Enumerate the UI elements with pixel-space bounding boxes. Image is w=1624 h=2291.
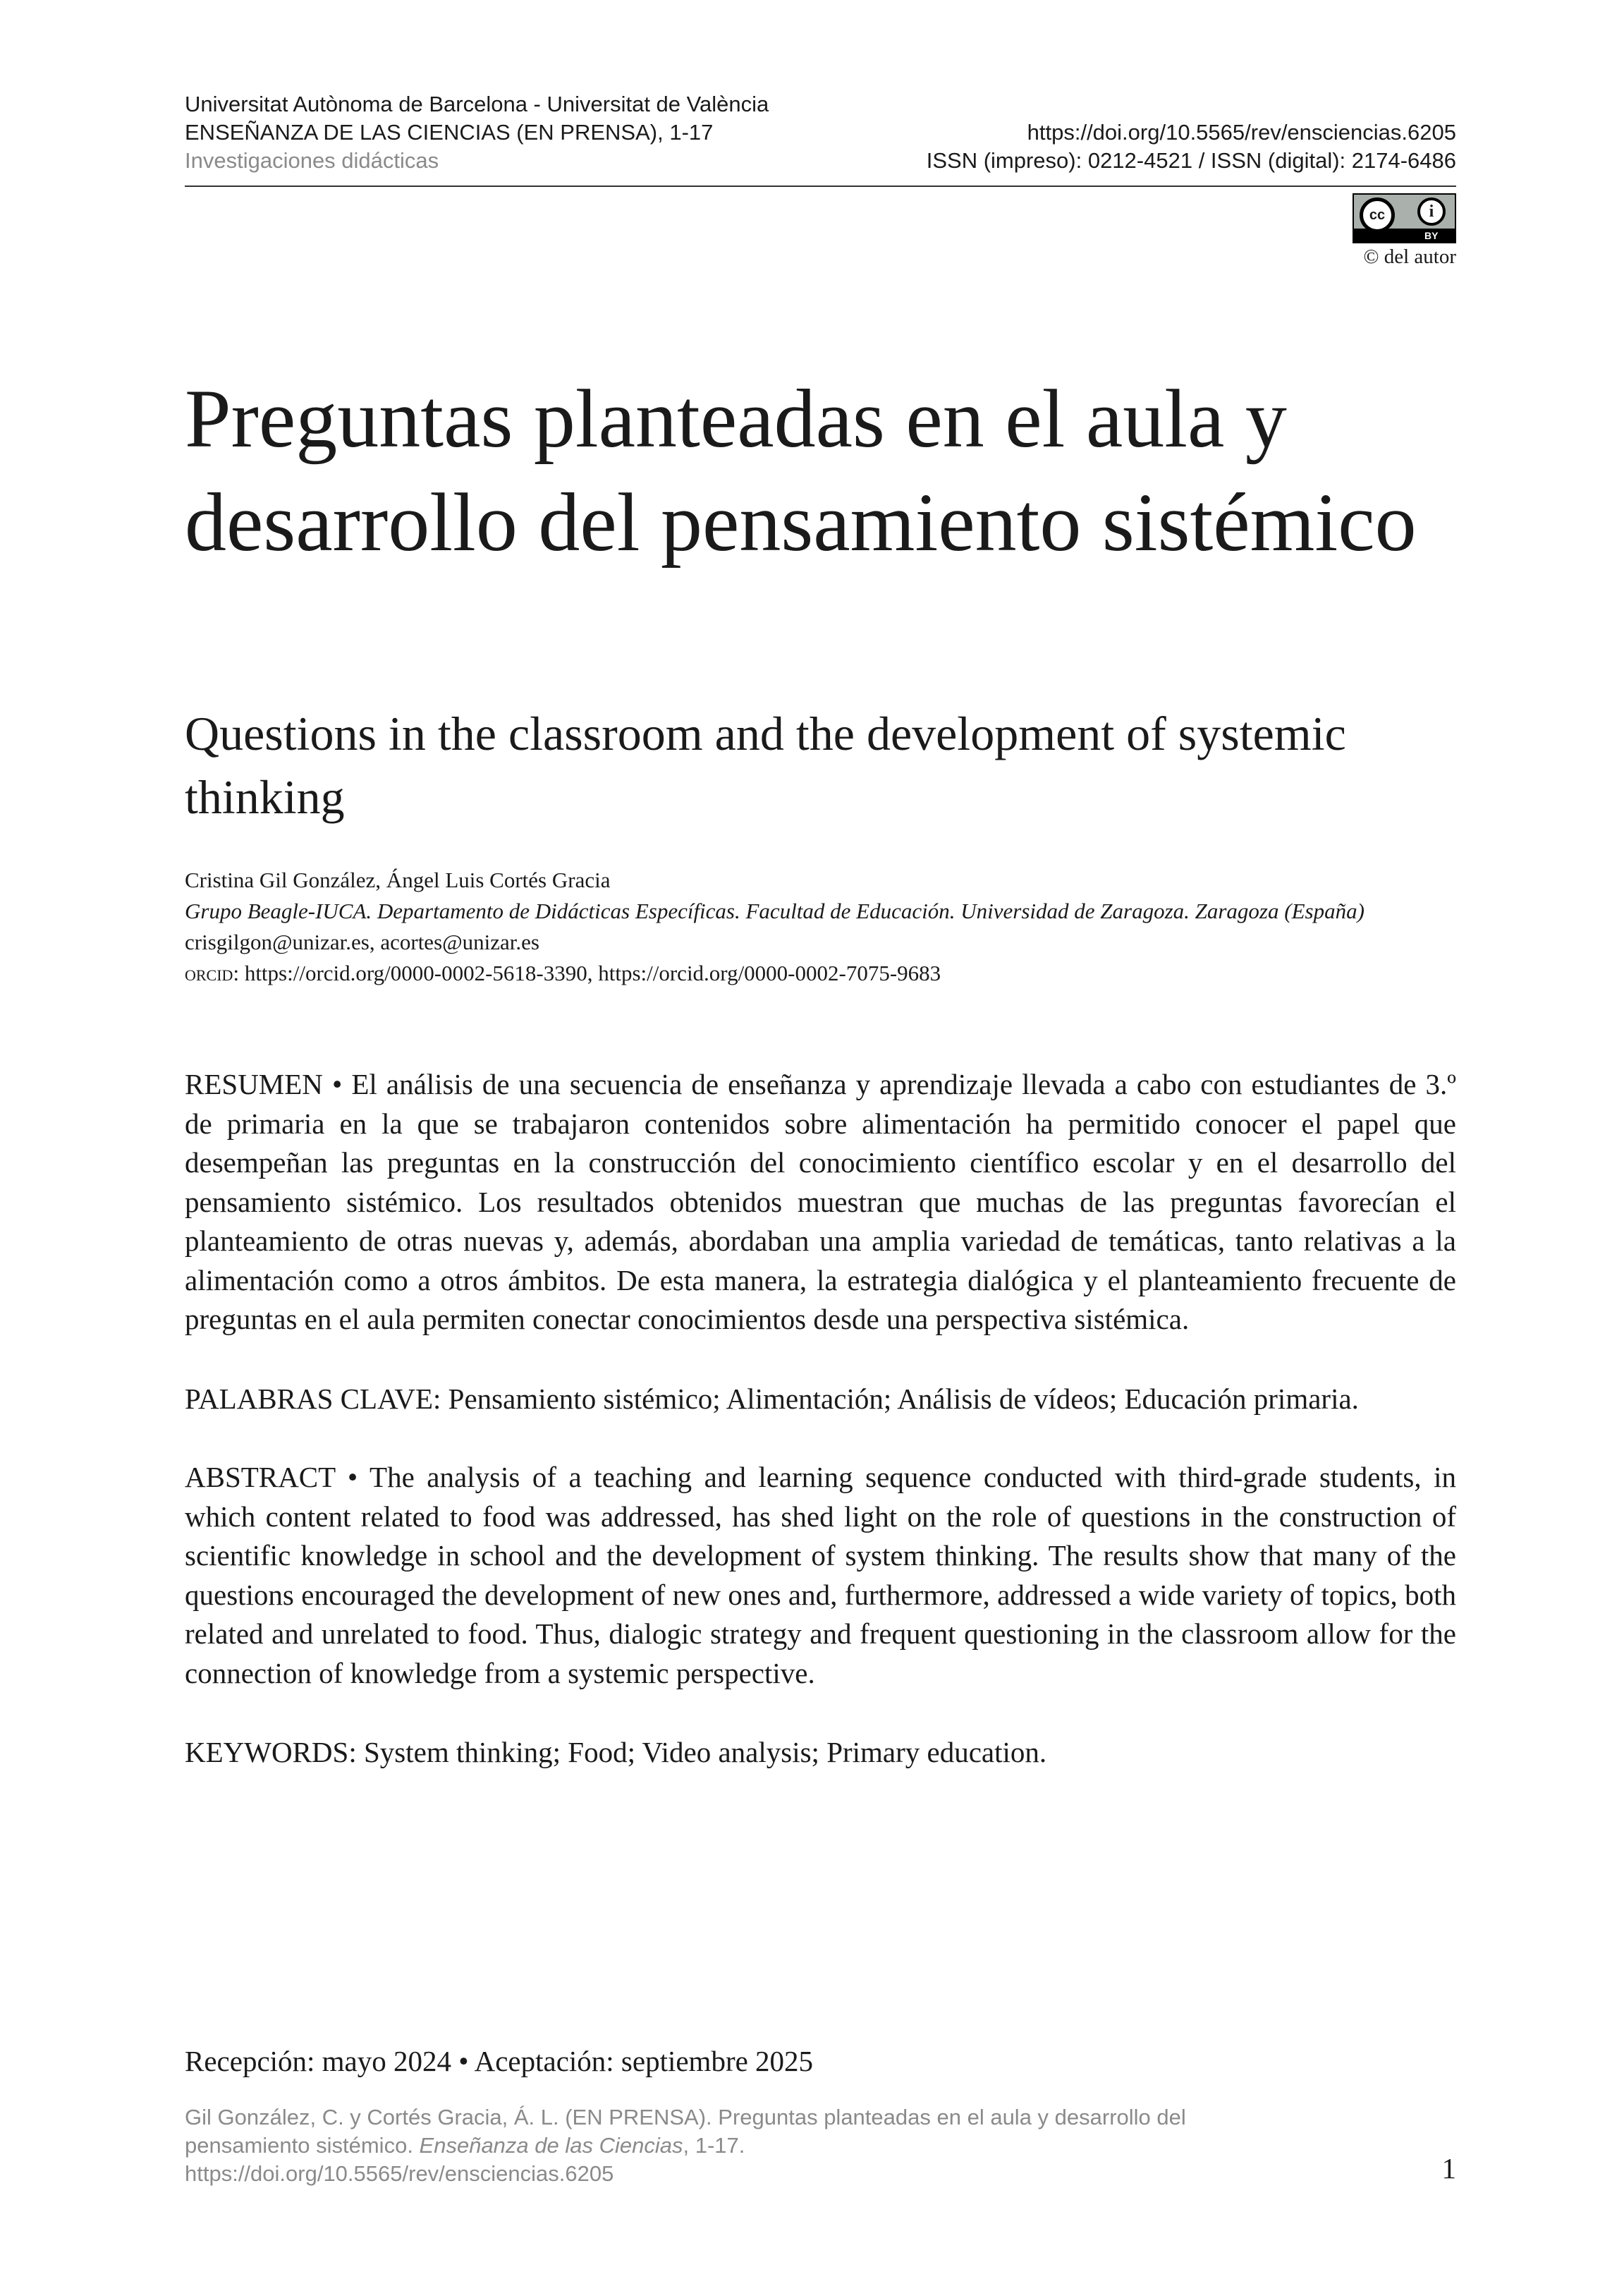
- citation-journal: Enseñanza de las Ciencias: [419, 2133, 683, 2158]
- keywords: KEYWORDS: System thinking; Food; Video analysis; Primary education.: [185, 1736, 1047, 1768]
- affiliation: Grupo Beagle-IUCA. Departamento de Didácticas Específicas. Facultad de Educación. Universidad de Zaragoza. Zaragoza (España): [185, 899, 1364, 923]
- doi-link[interactable]: https://doi.org/10.5565/rev/ensciencias.6205: [1027, 120, 1456, 145]
- section-name: Investigaciones didácticas: [185, 148, 439, 173]
- header-right: [927, 119, 1456, 175]
- by-label: BY: [1424, 230, 1439, 241]
- reception-dates: Recepción: mayo 2024 • Aceptación: septiembre 2025: [185, 2045, 814, 2077]
- orcid-line: [185, 958, 1456, 989]
- attribution-icon: i: [1417, 198, 1446, 226]
- author-names: Cristina Gil González, Ángel Luis Cortés Gracia: [185, 868, 611, 892]
- abstract: ABSTRACT • The analysis of a teaching and learning sequence conducted with third-grade students, in which content related to food was addressed, has shed light on the role of questions in the construction of scientific knowledge in school and the development of system thinking. The results show that many of the questions encouraged the development of new ones and, furthermore, addressed a wide variety of topics, both related and unrelated to food. Thus, dialogic strategy and frequent questioning in the classroom allow for the connection of knowledge from a systemic perspective.: [185, 1461, 1456, 1689]
- citation-pages: , 1-17.: [683, 2133, 745, 2158]
- resumen: RESUMEN • El análisis de una secuencia de enseñanza y aprendizaje llevada a cabo con estudiantes de 3.º de primaria en la que se trabajaron contenidos sobre alimentación ha permitido conocer el papel que desempeñan las preguntas en la construcción del conocimiento científico escolar y en el desarrollo del pensamiento sistémico. Los resultados obtenidos muestran que muchas de las preguntas favorecían el planteamiento de otras nuevas y, además, abordaban una amplia variedad de temáticas, tanto relativas a la alimentación como a otros ámbitos. De esta manera, la estrategia dialógica y el planteamiento frecuente de preguntas en el aula permiten conectar conocimientos desde una perspectiva sistémica.: [185, 1068, 1456, 1335]
- page-number: 1: [1441, 2152, 1456, 2184]
- header-divider: [185, 186, 1456, 187]
- article-subtitle: Questions in the classroom and the development of systemic thinking: [185, 707, 1346, 824]
- cc-by-license-icon[interactable]: [1353, 193, 1456, 243]
- emails[interactable]: crisgilgon@unizar.es, acortes@unizar.es: [185, 930, 539, 954]
- copyright-notice: © del autor: [1363, 245, 1456, 268]
- citation-doi[interactable]: https://doi.org/10.5565/rev/ensciencias.6205: [185, 2161, 614, 2186]
- journal-name: ENSEÑANZA DE LAS CIENCIAS (EN PRENSA), 1-17: [185, 120, 714, 145]
- palabras-clave: PALABRAS CLAVE: Pensamiento sistémico; Alimentación; Análisis de vídeos; Educación primaria.: [185, 1382, 1359, 1415]
- article-title: Preguntas planteadas en el aula y desarrollo del pensamiento sistémico: [185, 372, 1417, 569]
- header-left: [185, 90, 769, 175]
- orcid-links[interactable]: https://orcid.org/0000-0002-5618-3390, https://orcid.org/0000-0002-7075-9683: [244, 961, 941, 985]
- issn: ISSN (impreso): 0212-4521 / ISSN (digital): 2174-6486: [926, 148, 1456, 173]
- cc-icon: cc: [1360, 198, 1395, 233]
- orcid-label: orcid:: [185, 961, 240, 985]
- citation: [185, 2103, 1186, 2188]
- author-block: [185, 865, 1456, 989]
- institutions: Universitat Autònoma de Barcelona - Universitat de València: [185, 92, 769, 116]
- citation-text: Gil González, C. y Cortés Gracia, Á. L. (EN PRENSA). Preguntas planteadas en el aula y desarrollo del pensamiento sistémico.: [185, 2105, 1186, 2158]
